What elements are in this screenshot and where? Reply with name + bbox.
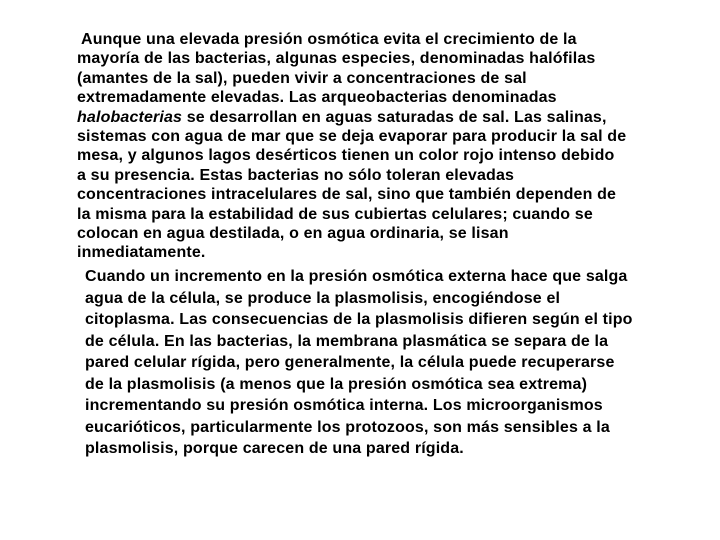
italic-term: halobacterias: [77, 108, 183, 126]
text-line: a su presencia. Estas bacterias no sólo toleran elevadas: [77, 166, 515, 184]
text-line: incrementando su presión osmótica interna. Los microorganismos: [85, 397, 603, 414]
text-line: la misma para la estabilidad de sus cubiertas celulares; cuando se: [77, 205, 593, 223]
text-line: eucarióticos, particularmente los protozoos, son más sensibles a la: [85, 418, 610, 436]
text-line: mayoría de las bacterias, algunas especies, denominadas halófilas: [77, 50, 596, 68]
text-line: extremadamente elevadas. Las arqueobacterias denominadas: [77, 89, 557, 107]
paragraph-plasmolysis: [85, 266, 633, 460]
text-line: [77, 108, 626, 127]
text-line: inmediatamente.: [77, 244, 206, 262]
text-line: colocan en agua destilada, o en agua ordinaria, se lisan: [77, 225, 509, 243]
text-line: pared celular rígida, pero generalmente, la célula puede recuperarse: [85, 354, 615, 371]
text-line: (amantes de la sal), pueden vivir a concentraciones de sal: [77, 69, 527, 87]
text-line: citoplasma. Las consecuencias de la plasmolisis difieren según el tipo: [85, 311, 633, 328]
text-line: Cuando un incremento en la presión osmótica externa hace que salga: [85, 268, 628, 285]
text-line: plasmolisis, porque carecen de una pared rígida.: [85, 440, 464, 457]
paragraph-halophiles: [77, 30, 626, 263]
text-line: mesa, y algunos lagos desérticos tienen un color rojo intenso debido: [77, 147, 615, 165]
text-line: de la plasmolisis (a menos que la presión osmótica sea extrema): [85, 375, 588, 393]
text-line: agua de la célula, se produce la plasmolisis, encogiéndose el: [85, 289, 561, 307]
text-line: concentraciones intracelulares de sal, sino que también dependen de: [77, 186, 617, 204]
text-segment: se desarrollan en aguas saturadas de sal. Las salinas,: [182, 108, 607, 126]
text-line: sistemas con agua de mar que se deja evaporar para producir la sal de: [77, 128, 627, 146]
text-line: de célula. En las bacterias, la membrana plasmática se separa de la: [85, 332, 609, 350]
text-line: Aunque una elevada presión osmótica evita el crecimiento de la: [81, 31, 577, 48]
